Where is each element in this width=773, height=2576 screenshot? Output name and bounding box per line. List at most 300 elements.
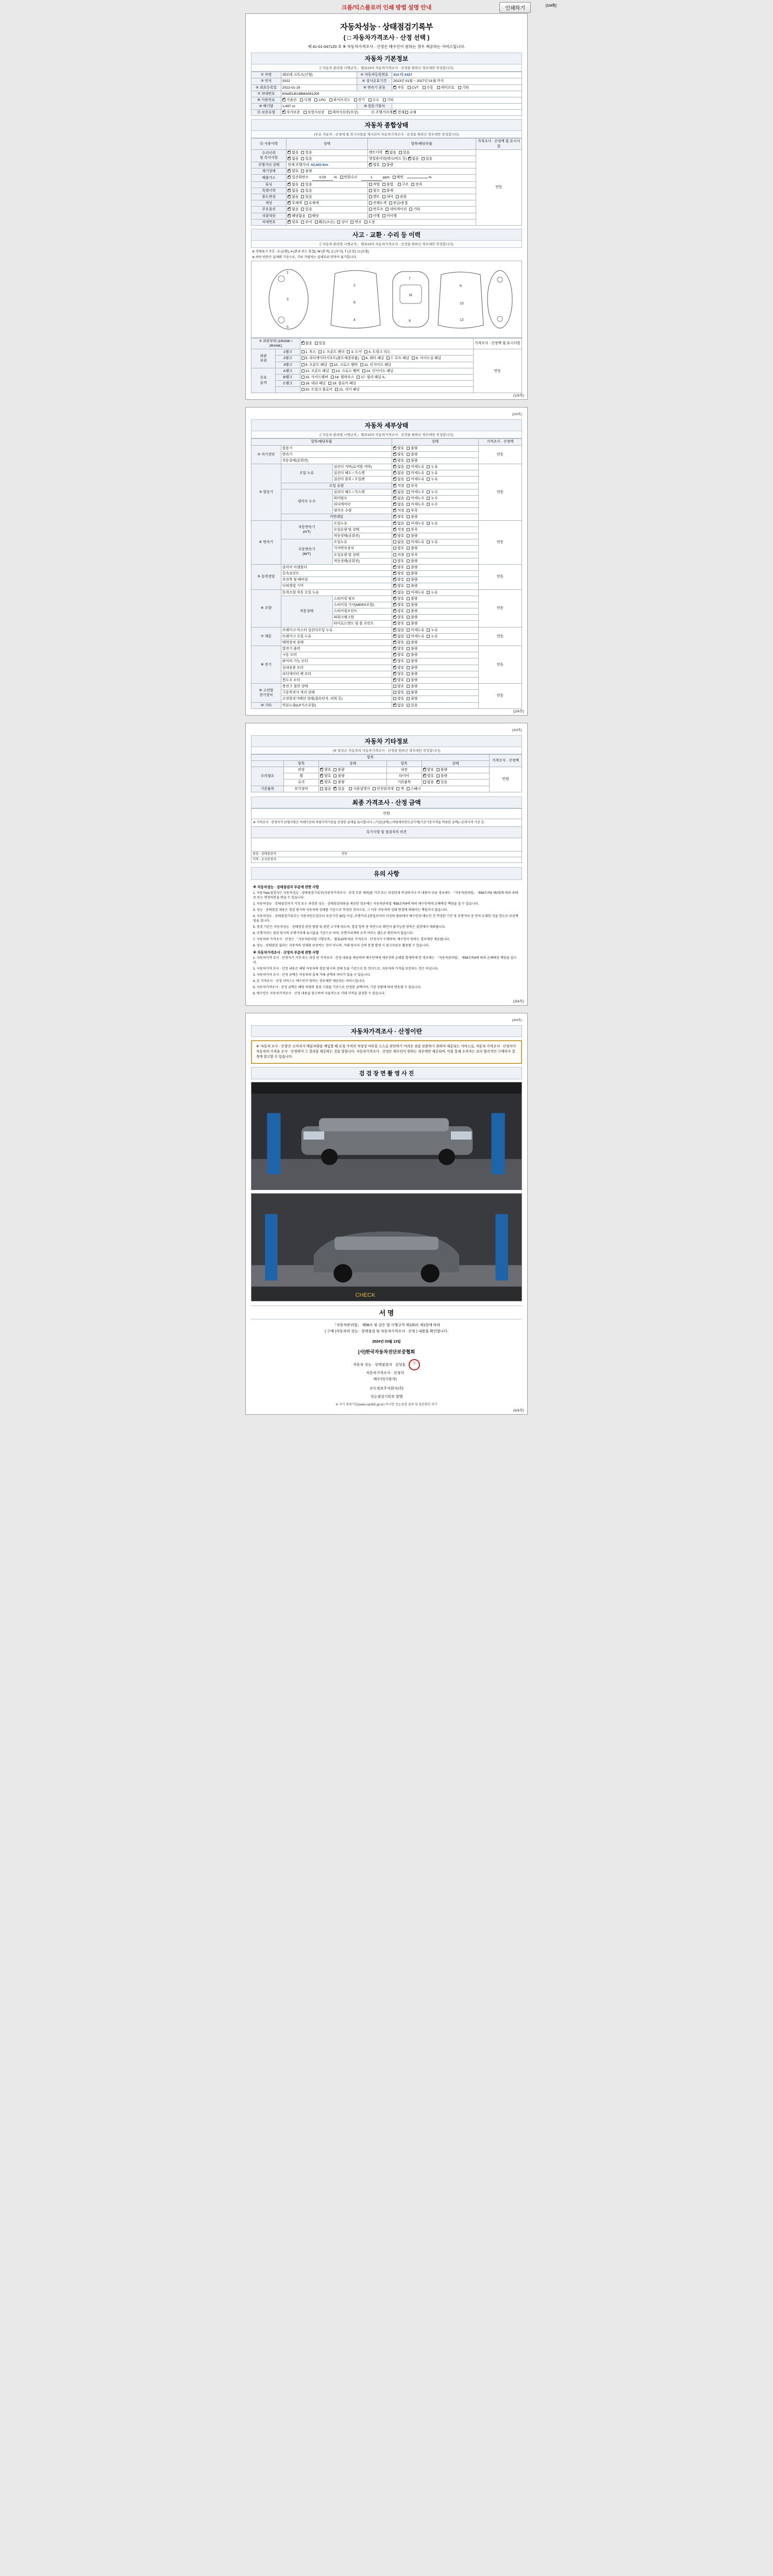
- etc-item-interior: 내장: [386, 767, 422, 773]
- row-label-recall: 리콜대상: [251, 213, 287, 219]
- detail-price-self-diagnosis: 연동: [479, 445, 522, 464]
- field-label-first-reg: ⑤ 최초등록일: [251, 84, 281, 91]
- detail-state-booster: ✔ 양호 불량: [392, 639, 479, 646]
- final-price-note: ※ 가격조사 · 산정자가 보험사항은 아래기준의 차량가격기준을 산정한 금액을 표시합니다. □기준(금액) □차량제작연도감가액(기준기본가격을 적용한 금액) □신차가격 기준 등: [251, 819, 522, 827]
- detail-item-rocker-cover: 실린더 커버(로커암 커버): [332, 464, 392, 470]
- detail-state-transmission: ✔ 양호 불량: [392, 451, 479, 457]
- vehicle-diagram-svg: [258, 263, 515, 335]
- svg-text:CHECK: CHECK: [355, 1292, 376, 1299]
- opt-warranty-maker[interactable]: 제작사보증(무상): [328, 110, 359, 115]
- caution-sec1-title: ※ 자동차성능 · 상태점검자 부분에 관한 사항: [253, 886, 319, 890]
- field-value-year: 2022: [281, 78, 357, 84]
- section-overall-title: 자동차 종합상태: [251, 119, 522, 131]
- detail-state-table: [251, 438, 522, 708]
- etc-col-item1: 항목: [284, 760, 319, 767]
- page-header-3: (3/4쪽): [512, 728, 522, 732]
- row-state-usage-change: ✔ 없음 있음: [287, 194, 368, 200]
- detail-item-head-gasket: 실린더 헤드 / 가스켓: [332, 470, 392, 477]
- section-basic-info-title: 자동차 기본정보: [251, 53, 522, 64]
- row-state-vin: ✔ 양호 부식 훼손(오손) 상이 변조 도말: [287, 219, 476, 225]
- page-header-2: (2/4쪽): [512, 413, 522, 417]
- page-number-2: (2/4쪽): [513, 709, 524, 714]
- section-detail-note: (「자동차 관리법 시행규칙」 별표10의 자동차가격조사 · 산정을 원하신 경우에만 작성합니다): [251, 431, 522, 438]
- row-state-cluster: ✔ 양호 불량: [287, 168, 476, 175]
- caution-sec1-item-4: 5. 점검 기준은 자동차성능 · 상태점검 관련 법령 및 관련 고시에 따르며, 점검 항목 중 육안으로 확인이 불가능한 항목은 점검에서 제외됩니다.: [253, 925, 446, 929]
- row-state-color: ✔ 무채색 유채색: [287, 200, 368, 207]
- detail-cat-electric: ⑧ 전기: [251, 646, 281, 684]
- detail-item-common-rail: 커먼레일: [281, 514, 392, 520]
- caution-sec1-item-6: 7. 자동차의 가격조사 · 산정은 「자동차관리법 시행규칙」 별표10에 따른 가격조사 · 산정자가 수행하며, 매수인이 원하는 경우에만 제공됩니다.: [253, 937, 450, 941]
- opt-fuel-lpg[interactable]: LPG: [314, 98, 326, 103]
- detail-state-steering-joint: ✔ 양호 불량: [392, 608, 479, 615]
- overall-col-item: 항목/해당부품: [367, 139, 476, 149]
- frame-price-label: 가격조사 · 산정액 필 표시사항: [473, 338, 522, 349]
- caution-sec2-item-0: 1. 자동차가격 조사 · 산정자가 거짓 또는 과장 된 가격조사 · 산정 내용을 제공하여 매수인에게 재산상의 손해를 발생하게 한 경우에는 「자동차관리법」 제58조의4에 따라 손해배상 책임을 집니다.: [253, 956, 517, 965]
- opt-odometer[interactable]: ⑫ 주행거리계 ✔현재 교체: [371, 110, 416, 115]
- etc-item-wheel: 휠: [284, 773, 319, 779]
- detail-state-brake-master: ✔ 없음 미세누유 누유: [392, 627, 479, 633]
- detail-state-hv-wiring: 양호 불량: [392, 696, 479, 702]
- etc-item-tire: 타이어: [386, 773, 422, 779]
- signature-title: 서 명: [251, 1306, 522, 1319]
- inspector-row-1: 점검 · 상태점검자 연동: [251, 852, 522, 857]
- detail-state-brake-oil: ✔ 없음 미세누유 누유: [392, 633, 479, 639]
- frame-outer-state: ✔없음 있음: [300, 338, 473, 349]
- opt-fuel-gasoline[interactable]: ✔ 가솔린: [282, 98, 297, 103]
- price-notice-body: ※ '자동차 조사 · 산정'은 소비자가 매물차량을 매입할 때 요청 가격의 적정성 여부를 스스로 판단하기 어려운 점을 보완하기 위하여 제공되는 서비스로, 자동차 가격조사 · 산정자가 자동차의 가격을 조사 · 산정하여 그 결과를 제공하는 것을 말합니다. 자동차가격조사 · 산정은 매수인이 원하는 경우에만 제공되며, 이를 통해 소비자는 보다 합리적인 구매의사 결정에 참고할 수 있습니다.: [251, 1040, 522, 1064]
- opt-fuel-hydrogen[interactable]: 수소: [368, 98, 379, 103]
- detail-col-price: 가격조사 · 산정액: [479, 439, 522, 445]
- svg-text:9: 9: [409, 319, 411, 323]
- row-label-vin-state: 차대번호: [251, 219, 287, 225]
- vehicle-damage-diagram[interactable]: [251, 261, 522, 338]
- rank-extra-label: [276, 387, 300, 393]
- etc-state-basic: 없음 ✔ 있음: [422, 779, 489, 786]
- field-value-fuel: [281, 97, 522, 103]
- detail-state-radiator-fan: ✔ 양호 불량: [392, 671, 479, 677]
- frame-outer-label: ① 외판부위 (1RANK / 2RANK): [251, 338, 300, 349]
- frame-state-table: [251, 338, 522, 394]
- page-number-1: (1/4쪽): [513, 394, 524, 398]
- caution-sec2-item-1: 2. 자동차가격 조사 · 산정 내용은 해당 자동차의 점검 당시의 상태 등을 기준으로 한 것이므로, 자동차의 가격을 보증하는 것은 아닙니다.: [253, 967, 439, 971]
- etc-price-value: 만원: [490, 767, 522, 792]
- rank-b-items: 15. 사이드멤버 16. 휠하우스 17. 필러 패널 A,: [300, 374, 473, 380]
- caution-sec1-item-2: 3. 성능 · 상태점검 내용은 점검 당시의 자동차의 상태를 기준으로 작성된 것이므로, 그 이후 자동차의 상태 변경에 대해서는 책임지지 않습니다.: [253, 908, 448, 912]
- detail-cat-brake: ⑦ 제동: [251, 627, 281, 646]
- row-item-recall: 이행 미이행: [367, 213, 476, 219]
- detail-state-wiper-motor: ✔ 양호 불량: [392, 658, 479, 665]
- detail-price-transmission: 연동: [479, 520, 522, 564]
- section-accident-note: (「자동차 관리법 시행규칙」 별표10의 자동차가격조사 · 산정을 원하신 경우에만 작성합니다): [251, 241, 522, 248]
- field-label-year: ③ 연식: [251, 78, 281, 84]
- etc-state-interior: ✔ 양호 불량: [422, 767, 489, 773]
- detail-state-rocker-cover: ✔ 없음 미세누유 누유: [392, 464, 479, 470]
- row-item-special: 침수 화재: [367, 188, 476, 194]
- rank-2-label: 2랭크: [276, 355, 300, 362]
- opt-fuel-diesel[interactable]: 디젤: [300, 98, 311, 103]
- page-header-4: (4/4쪽): [512, 1019, 522, 1023]
- section-etc-note: (※ 항목은 자동차의 자동차가격조사 · 산정을 원하신 경우에만 작성합니다): [251, 747, 522, 754]
- detail-item-radiator-fan: 라디에이터 팬 모터: [281, 671, 392, 677]
- detail-item-engine: 원동기: [281, 445, 392, 451]
- sheet-page-3: [245, 723, 528, 1006]
- row-label-usage-change: 용도변경: [251, 194, 287, 200]
- remarks-value: [251, 838, 522, 852]
- section-accident-title: 사고 · 교환 · 수리 등 이력: [251, 229, 522, 241]
- caution-sec2-item-3: 4. 본 가격조사 · 산정 서비스는 매수인이 원하는 경우에만 제공되는 서비스입니다.: [253, 979, 365, 984]
- detail-item-coolant-level: 냉각수 수량: [332, 508, 392, 514]
- photos-title: 검 검 장 면 촬 영 사 진: [251, 1067, 522, 1079]
- overall-price-column: 연동: [476, 149, 522, 225]
- detail-state-differential: ✔ 양호 불량: [392, 583, 479, 589]
- svg-text:12: 12: [460, 318, 464, 322]
- detail-state-window-motor: ✔ 양호 불량: [392, 677, 479, 683]
- detail-state-power-steering-leak: ✔ 없음 미세누유 누유: [392, 589, 479, 596]
- caution-sec1-item-5: 6. 주행거리는 점검 당시의 주행거리계 표시값을 기준으로 하며, 주행거리계의 조작 여부는 별도로 확인하지 않습니다.: [253, 931, 414, 935]
- detail-sub-manual-trans: 수동변속기 (M/T): [281, 539, 332, 565]
- frame-outer-group: 외판 부위: [251, 349, 276, 368]
- detail-state-water-pump: ✔ 없음 미세누수 누수: [392, 495, 479, 501]
- detail-state-power-crank-arm: ✔ 양호 불량: [392, 615, 479, 621]
- detail-item-window-motor: 윈도우 모터: [281, 677, 392, 683]
- detail-sub-auto-trans: 자동변속기 (A/T): [281, 520, 332, 539]
- row-item-color: 전체도색 판금/용접: [367, 200, 476, 207]
- detail-item-brake-oil: 브레이크 오일 누유: [281, 633, 392, 639]
- opt-fuel-electric[interactable]: 전기: [354, 98, 365, 103]
- svg-text:6: 6: [354, 300, 356, 304]
- accident-desc-1: ※ 상태표시 부호 : X (교환), A (판금 또는 용접), W (흔적), C (부식), T (손상), U (요철): [252, 249, 369, 253]
- row-state-recall: ✔ 해당없음 해당: [287, 213, 368, 219]
- opt-fuel-hybrid[interactable]: 하이브리드: [329, 98, 350, 103]
- opt-trans-etc[interactable]: 기타: [458, 86, 469, 90]
- rank-a-label: A랭크: [276, 368, 300, 374]
- etc-item-exterior: 외장: [284, 767, 319, 773]
- opt-warranty-insurer[interactable]: 보험사보증: [304, 110, 325, 115]
- signature-body: [251, 1323, 522, 1400]
- detail-cat-etc: ⑩ 기타: [251, 702, 281, 708]
- field-label-displacement: ⑨ 배기량: [251, 104, 281, 110]
- detail-item-charge-port: 충전구 절연 상태: [281, 684, 392, 690]
- svg-text:7: 7: [409, 277, 411, 281]
- field-value-engine-type: [392, 104, 522, 110]
- page-number-4: (4/4쪽): [513, 1409, 524, 1413]
- section-etc-title: 자동차 기타정보: [251, 735, 522, 747]
- frame-main-group: 주요 골격: [251, 368, 276, 393]
- svg-text:1: 1: [287, 270, 289, 275]
- detail-state-steering-gear: ✔ 양호 불량: [392, 602, 479, 608]
- row-state-special: ✔ 없음 있음: [287, 188, 368, 194]
- final-price-value: 만원: [251, 808, 522, 819]
- etc-col-state1: 상태: [319, 760, 386, 767]
- caution-sec2-item-2: 3. 자동차가격 조사 · 산정 금액은 자동차의 실제 거래 금액과 차이가 있을 수 있습니다.: [253, 973, 371, 977]
- detail-state-engine: ✔ 양호 불량: [392, 445, 479, 451]
- detail-item-tie-rod: 타이로드엔드 및 볼 조인트: [332, 621, 392, 627]
- etc-cat-basic-items: 기본품목: [251, 786, 284, 792]
- overall-col-state: 상태: [287, 139, 368, 149]
- detail-state-coolant-head: ✔ 없음 미세누수 누수: [392, 489, 479, 495]
- caution-sec1-item-1: 2. 자동차성능 · 상태점검자가 거짓 또는 과장된 성능 · 상태점검내용을 제공한 경우에는 자동차관리법 제58조의4에 따라 매수인에게 손해배상 책임을 질 수 있습니다.: [253, 902, 479, 906]
- detail-price-powertrain: 연동: [479, 564, 522, 589]
- detail-col-state: 상태: [392, 439, 479, 445]
- caution-sec2-title: ※ 자동차가격조사 · 산정자 부분에 관한 사항: [253, 951, 319, 955]
- svg-text:8: 8: [460, 284, 462, 288]
- final-price-table: [251, 808, 522, 863]
- opt-fuel-etc[interactable]: 기타: [383, 98, 394, 103]
- detail-item-mt-level: 오일유량 및 상태: [332, 552, 392, 558]
- detail-cat-high-voltage: ⑨ 고전원 전기장치: [251, 684, 281, 703]
- rank-1-items: 1. 후드 2. 프론트 펜더 3. 도어 4. 트렁크 리드: [300, 349, 473, 355]
- row-state-options: ✔ 없음 있음: [287, 207, 368, 213]
- accident-desc-2: ※ 하단 빈란은 실제와 기준으로, 기타 가볍차는 실제부위 칸막이 표기합니다.: [252, 255, 357, 259]
- etc-item-addon: 부가장비: [284, 786, 319, 792]
- frame-price-value: 연동: [473, 349, 522, 393]
- etc-col-state2: 상태: [422, 760, 489, 767]
- detail-state-mt-level: 적정 부족: [392, 552, 479, 558]
- rank-2-items: 5. 라디에이터서포트(볼트체결부품) 6. 쿼터 패널 7. 루프 패널 8. 사이드실 패널: [300, 355, 473, 362]
- opt-trans-manual[interactable]: 수동: [423, 86, 433, 90]
- field-value-car-name: 쉐보레 크루즈(신형): [281, 72, 357, 78]
- detail-state-mt-idle: 양호 불량: [392, 558, 479, 564]
- rank-c-label: C랭크: [276, 381, 300, 387]
- row-state-biz: ✔없음 있음: [287, 156, 368, 162]
- detail-state-mt-gear: 양호 불량: [392, 546, 479, 552]
- detail-item-blower-motor: 실내송풍 모터: [281, 665, 392, 671]
- detail-item-brake-master: 브레이크 마스터 실린더오일 누유: [281, 627, 392, 633]
- caution-sec2-item-4: 5. 자동차가격조사 · 산정 금액은 해당 차량의 점검 시점을 기준으로 산정된 금액이며, 시장 상황에 따라 변동될 수 있습니다.: [253, 986, 422, 990]
- detail-item-transmission: 변속기: [281, 451, 392, 457]
- detail-col-item: 항목/해당부품: [251, 439, 392, 445]
- etc-cat-repair-needed: 수리필요: [251, 767, 284, 786]
- row-label-color: 색상: [251, 200, 287, 207]
- etc-state-tire: ✔ 양호 불량: [422, 773, 489, 779]
- signature-row-1: [251, 1370, 522, 1377]
- price-notice-title: 자동차가격조사 · 산정이란: [251, 1025, 522, 1037]
- sheet-page-1: [245, 13, 528, 400]
- field-label-inspection: ④ 검사유효기간: [357, 78, 392, 84]
- detail-price-high-voltage: 연동: [479, 684, 522, 709]
- rank-3-items: 9. 프론트 패널 10. 크로스 멤버 11. 인사이드 패널: [300, 362, 473, 368]
- detail-item-mt-leak: 오일누유: [332, 539, 392, 546]
- detail-item-clutch: 클러치 어셈블리: [281, 564, 392, 570]
- caution-body: [251, 882, 522, 999]
- signature-line-2: ( 구매 )자동차의 성능 · 상태점검 및 자동차가격조사 · 산정 ) 내용을 확인합니다.: [325, 1329, 448, 1333]
- row-item-odometer: ✔ 양호 불량: [367, 162, 476, 168]
- etc-col-price: 가격조사 · 산정액: [490, 754, 522, 767]
- detail-item-water-pump: 워터펌프: [332, 495, 392, 501]
- signature-date: 2024년 03월 13일: [372, 1340, 401, 1344]
- field-label-transmission: ⑥ 변속기 종류: [357, 84, 392, 91]
- row-item-rent: 렌트이력 ✔없음 있음: [367, 149, 476, 156]
- document-number: 제 41-01-0471Z0 호 ※ 자동차가격조사 · 산정은 매수인이 원하는 경우 제공하는 서비스입니다.: [308, 44, 465, 49]
- page-number-3: (3/4쪽): [513, 1000, 524, 1004]
- etc-item-basic: 기본품목: [386, 779, 422, 786]
- detail-state-oil-level: ✔ 적정 부족: [392, 483, 479, 489]
- detail-state-alternator: ✔ 양호 불량: [392, 646, 479, 652]
- etc-state-glass: ✔ 양호 불량: [319, 779, 386, 786]
- signature-row-0: [251, 1359, 522, 1370]
- row-label-odometer: 주행거리 상태: [251, 162, 287, 168]
- section-detail-title: 자동차 세부상태: [251, 419, 522, 431]
- detail-state-coolant-level: ✔ 적정 부족: [392, 508, 479, 514]
- detail-state-mt-leak: 없음 미세누유 누유: [392, 539, 479, 546]
- etc-state-addon: 없음 ✔ 있음 사용설명서 안전삼각대 잭 스패너: [319, 786, 490, 792]
- detail-state-at-idle: ✔ 양호 불량: [392, 533, 479, 539]
- detail-price-engine: 연동: [479, 464, 522, 521]
- detail-price-brake: 연동: [479, 627, 522, 646]
- field-value-transmission: [392, 84, 522, 91]
- detail-item-power-steering-leak: 동력조향 작동 오일 누유: [281, 589, 392, 596]
- detail-state-radiator: ✔ 없음 미세누수 누수: [392, 502, 479, 508]
- opt-trans-auto[interactable]: ✔ 자동: [393, 86, 404, 90]
- basic-info-table: [251, 72, 522, 116]
- inspection-photo-1[interactable]: [251, 1082, 522, 1190]
- signature-office: [사]한국자동차진단보증협회: [358, 1349, 415, 1354]
- sheet-page-2: [245, 407, 528, 715]
- detail-state-blower-motor: ✔ 양호 불량: [392, 665, 479, 671]
- detail-state-steering-pump: ✔ 양호 불량: [392, 596, 479, 602]
- field-value-displacement: 1,497 cc: [281, 104, 357, 110]
- row-label-emission: 배출가스: [251, 175, 287, 181]
- row-label-options: 주요옵션: [251, 207, 287, 213]
- detail-item-idle: 작동상태(공회전): [281, 457, 392, 464]
- etc-col-head: 항목: [251, 754, 490, 760]
- detail-item-coolant-head: 실린더 헤드 / 가스켓: [332, 489, 392, 495]
- detail-item-at-idle: 작동상태(공회전): [332, 533, 392, 539]
- detail-item-propeller: 추진축 및 베어링: [281, 577, 392, 583]
- sheet-page-4: [245, 1013, 528, 1415]
- field-value-plate: 314 다 4327: [392, 72, 522, 78]
- row-state-tuning: ✔ 없음 있음: [287, 181, 368, 188]
- etc-col-item2: 항목: [386, 760, 422, 767]
- svg-text:3: 3: [287, 297, 289, 301]
- row-label-repair-history: 수리이력 및 특이사항: [251, 149, 287, 162]
- caution-sec2-item-5: 6. 매수인은 자동차가격조사 · 산정 내용을 참고하여 자율적으로 거래 가격을 결정할 수 있습니다.: [253, 992, 385, 996]
- row-state-emission: ✔ 일산화탄소 0.03 % 탄화수소 1 ppm 매연 %: [287, 175, 476, 181]
- detail-item-starter: 시동 모터: [281, 652, 392, 658]
- detail-state-starter: ✔ 양호 불량: [392, 652, 479, 658]
- rank-extra-items: 20. 트렁크 플로어 21. 리어 패널: [300, 387, 473, 393]
- field-value-first-reg: 2022-01-19: [281, 84, 357, 91]
- signature-org: 모두정보주식회사(주): [369, 1386, 404, 1391]
- detail-state-propeller: ✔ 양호 불량: [392, 577, 479, 583]
- overall-state-table: [251, 138, 522, 225]
- rank-3-label: 3랭크: [276, 362, 300, 368]
- etc-state-wheel: ✔ 양호 불량: [319, 773, 386, 779]
- detail-cat-powertrain: ⑤ 동력전달: [251, 564, 281, 589]
- photo-1-graphic: [251, 1082, 522, 1190]
- etc-info-table: [251, 754, 522, 792]
- detail-item-hv-wiring: 고전원전기배선 상태(접속단자, 피복 등): [281, 696, 392, 702]
- signature-confirm: 성능점검기록부 발행: [370, 1395, 403, 1399]
- inspection-photo-2[interactable]: [251, 1193, 522, 1301]
- row-item-tuning: 적법 불법 구조 장치: [367, 181, 476, 188]
- opt-trans-cvt[interactable]: CVT: [408, 86, 419, 90]
- detail-item-alternator: 발전기 출력: [281, 646, 392, 652]
- overall-col-price: 가격조사 · 산정액 필 표시사항: [476, 139, 522, 149]
- rank-b-label: B랭크: [276, 374, 300, 380]
- svg-text:5: 5: [287, 325, 289, 329]
- row-label-special: 특별이력: [251, 188, 287, 194]
- row-item-biz: 영업용이력(택시/버스 등) ✔없음 있음: [367, 156, 476, 162]
- page-indicator: (1/4쪽): [545, 4, 557, 8]
- photo-2-graphic: [251, 1194, 522, 1301]
- detail-item-steering-gear: 스티어링 기어(MDPS포함): [332, 602, 392, 608]
- signature-role-1: 자동차가격조사 · 산정자: [366, 1371, 404, 1375]
- document-title: 자동차성능 · 상태점검기록부: [340, 23, 433, 31]
- rank-1-label: 1랭크: [276, 349, 300, 355]
- detail-item-differential: 디퍼렌셜 기어: [281, 583, 392, 589]
- detail-state-idle: ✔ 양호 불량: [392, 457, 479, 464]
- detail-state-charge-port: 양호 불량: [392, 684, 479, 690]
- detail-state-tie-rod: ✔ 양호 불량: [392, 621, 479, 627]
- opt-warranty-self[interactable]: ✔ 자가보증: [282, 110, 300, 115]
- detail-cat-engine: ③ 원동기: [251, 464, 281, 521]
- print-button[interactable]: 인쇄하기: [499, 2, 531, 13]
- signature-role-0: 자동차 성능 · 상태점검자: [353, 1363, 392, 1367]
- detail-item-mt-gear: 기어변속장치: [332, 546, 392, 552]
- caution-sec1-item-3: 4. 자동차성능 · 상태점검기록부는 자동차인도일부터 보증기간 30일 이상, 주행거리 2천킬로미터 이상의 범위에서 매수인과 매도인 간 약정한 기간 및 주행거리 중 먼저 도래한 것을 한도로 보증책임을 집니다.: [253, 914, 518, 923]
- caution-sec1-item-0: 1. 자동차etc점검자는 자동차성능 · 상태점검기록부(자동차가격조사 · 산정 부분 제외)를 거짓 또는 과장되게 작성하거나 이 내용이 다른 경우에는 「자동차관리법」 제58조의4 제2항에 따라 과태료 또는 행정처분을 받을 수 있습니다.: [253, 891, 518, 900]
- detail-item-cv-joint: 등속죠인트: [281, 571, 392, 577]
- detail-state-head-gasket: ✔ 없음 미세누유 누유: [392, 470, 479, 477]
- detail-sub-steering-operation: 작동상태: [281, 596, 332, 627]
- detail-state-clutch: ✔ 양호 불량: [392, 564, 479, 570]
- detail-cat-steering: ⑥ 조향: [251, 589, 281, 627]
- signature-name-0: 김상훈: [395, 1363, 406, 1367]
- detail-item-mt-idle: 작동상태(공회전): [332, 558, 392, 564]
- detail-item-booster: 배력장치 상태: [281, 639, 392, 646]
- signature-line-1: 「자동차관리법」 제58조 및 같은 법 시행규칙 제120조 제1항에 따라: [332, 1323, 441, 1327]
- detail-item-power-crank-arm: 파워크랭크암: [332, 615, 392, 621]
- detail-state-at-leak: ✔ 없음 미세누유 누유: [392, 520, 479, 527]
- detail-item-at-leak: 오일누유: [332, 520, 392, 527]
- field-value-inspection: 2023년 01월 ~ 2027년 01월 까지: [392, 78, 522, 84]
- etc-state-exterior: ✔ 양호 불량: [319, 767, 386, 773]
- field-value-warranty: [281, 110, 522, 116]
- detail-cat-self-diagnosis: ② 자기진단: [251, 445, 281, 464]
- detail-sub-coolant-leak: 냉각수 누수: [281, 489, 332, 514]
- field-value-vin: KNAELB14BMA091200: [281, 91, 522, 97]
- detail-price-electric: 연동: [479, 646, 522, 684]
- detail-state-at-level: ✔ 적정 부족: [392, 527, 479, 533]
- detail-item-radiator: 라디에이터: [332, 502, 392, 508]
- svg-text:M: M: [409, 293, 412, 297]
- document-subtitle: ( □ 자동차가격조사 · 산정 선택 ): [343, 34, 430, 41]
- row-item-usage-change: 렌트 대여 관용: [367, 194, 476, 200]
- field-label-car-name: ① 차명: [251, 72, 281, 78]
- detail-cat-transmission: ④ 변속기: [251, 520, 281, 564]
- opt-trans-semi[interactable]: 세미오토: [437, 86, 455, 90]
- seal-stamp-icon: 인: [409, 1359, 420, 1370]
- detail-sub-oil-leak: 오일 누유: [281, 464, 332, 483]
- section-overall-note: (주요 자동차 · 산정에 필 복기사항을 제시되어 자동차가격조사 · 산정을 원하신 경우에만 작성합니다): [251, 131, 522, 138]
- topbar: [0, 0, 773, 13]
- svg-text:2: 2: [354, 283, 356, 287]
- detail-state-block-oilpan: ✔ 없음 미세누유 누유: [392, 477, 479, 483]
- signature-footer-note: ※ 자기 회원가입(www.car365.go.kr) 하시면 성능점검 결과 및 원본확인 하기: [335, 1403, 438, 1407]
- detail-item-steering-joint: 스티어링조인트: [332, 608, 392, 615]
- detail-item-block-oilpan: 실린더 블록 / 오일팬: [332, 477, 392, 483]
- caution-sec1-item-7: 8. 성능 · 상태점검 결과는 자동차의 상태를 보증하는 것이 아니며, 거래 당사자 간의 분쟁 발생 시 참고자료로 활용될 수 있습니다.: [253, 943, 430, 947]
- detail-item-battery-isolation: 구동축전지 격리 상태: [281, 690, 392, 696]
- detail-state-battery-isolation: 양호 불량: [392, 690, 479, 696]
- row-item-options: 썬루프 내비게이션 기타: [367, 207, 476, 213]
- final-price-title: 최종 가격조사 · 산정 금액: [251, 796, 522, 808]
- row-state-repair: ✔없음 있음: [287, 149, 368, 156]
- detail-item-at-level: 오일유량 및 상태: [332, 527, 392, 533]
- row-state-odometer: 현재 주행거리 53,443 Km: [287, 162, 368, 168]
- detail-item-oil-level: 오일 유량: [281, 483, 392, 489]
